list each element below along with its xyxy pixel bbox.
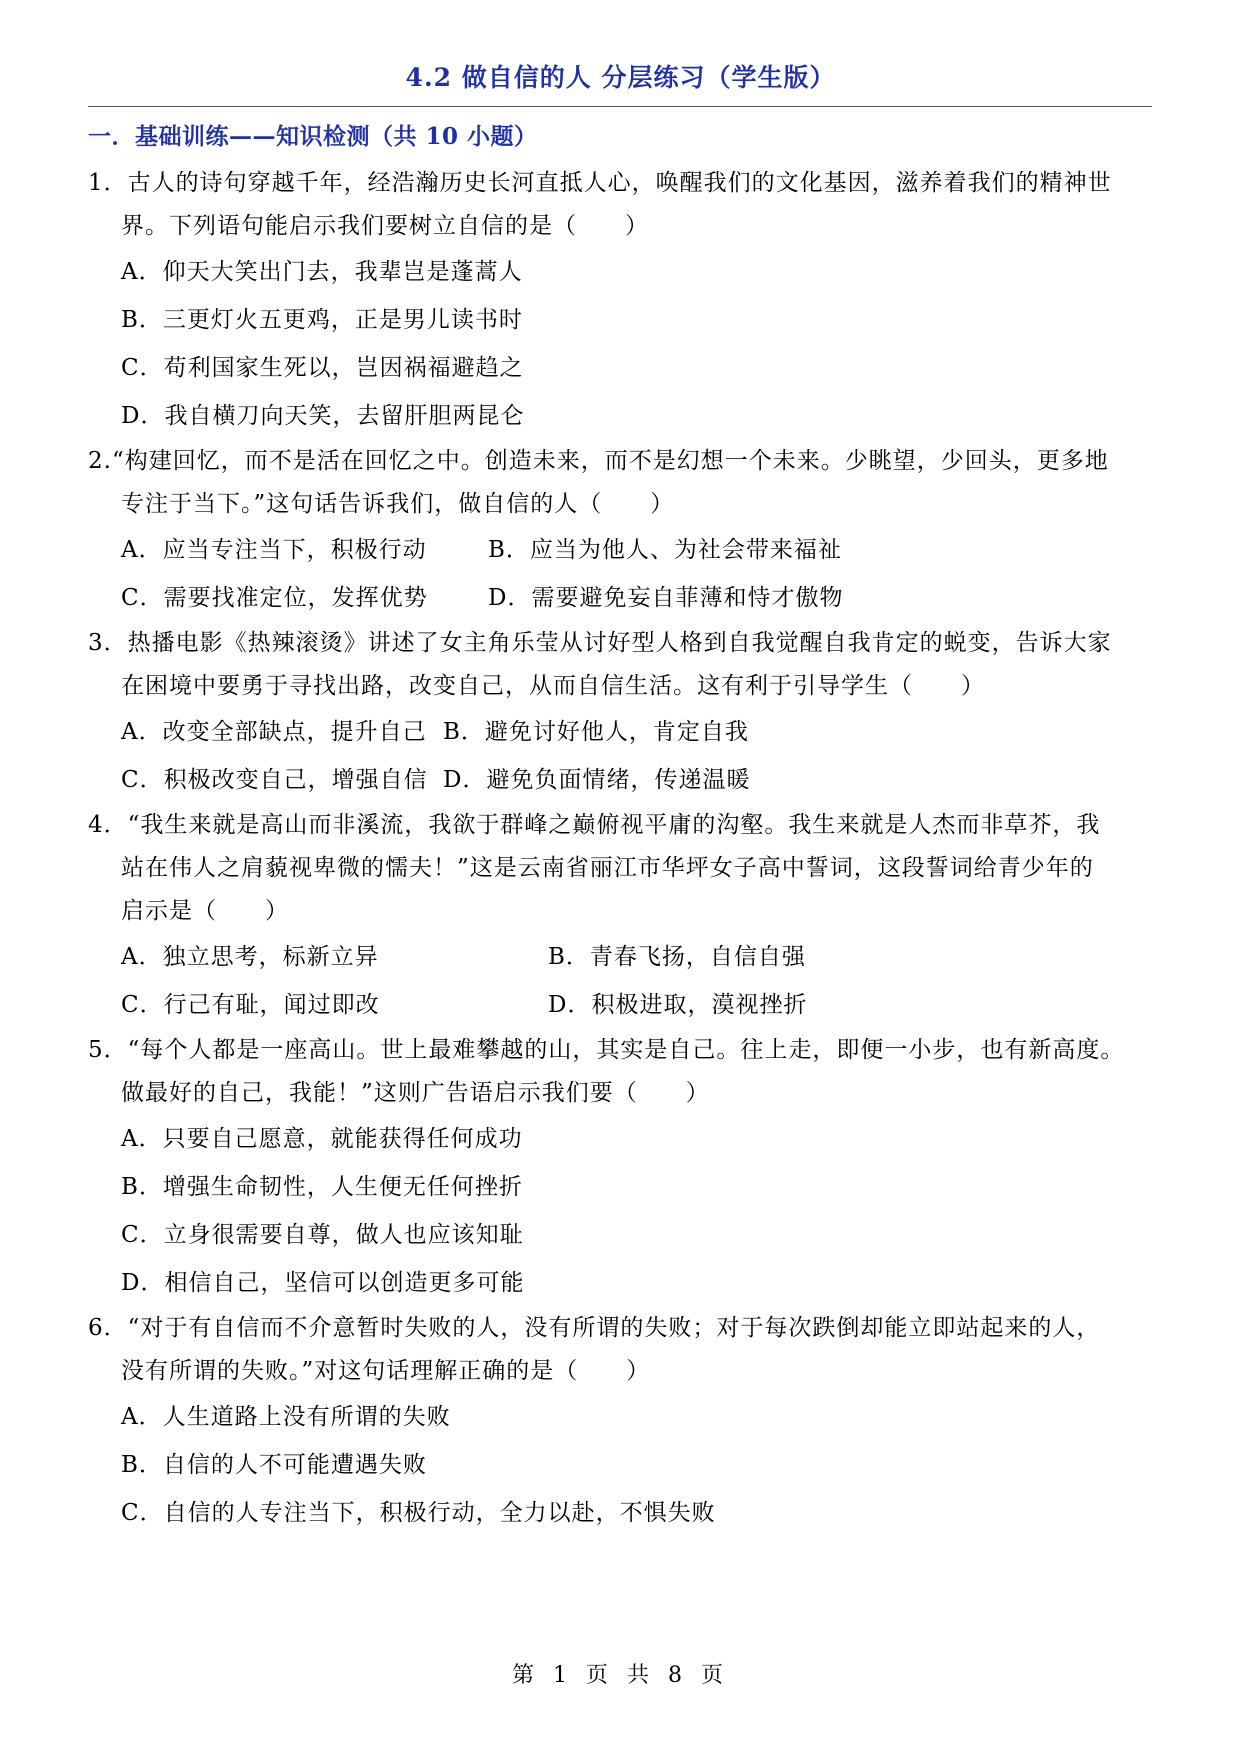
option-c: C．需要找准定位，发挥优势: [121, 585, 428, 611]
question-3: [88, 622, 1152, 804]
question-stem-line: 没有所谓的失败。”对这句话理解正确的是（ ）: [121, 1358, 651, 1384]
title-divider: [88, 106, 1152, 107]
question-stem-line: 站在伟人之肩藐视卑微的懦夫！”这是云南省丽江市华坪女子高中誓词，这段誓词给青少年的: [121, 855, 1094, 881]
page-title: 4.2 做自信的人 分层练习（学生版）: [405, 63, 836, 92]
option-a: A．应当专注当下，积极行动: [121, 537, 427, 563]
question-stem-line: 6．“对于有自信而不介意暂时失败的人，没有所谓的失败；对于每次跌倒却能立即站起来的人，: [88, 1315, 1101, 1341]
option-b: B．增强生命韧性，人生便无任何挫折: [121, 1174, 523, 1200]
question-4: [88, 804, 1152, 1029]
option-a: A．仰天大笑出门去，我辈岂是蓬蒿人: [121, 259, 523, 285]
question-list: [88, 162, 1152, 1537]
question-stem-line: 专注于当下。”这句话告诉我们，做自信的人（ ）: [121, 491, 675, 517]
question-5: [88, 1029, 1152, 1307]
question-stem-line: 界。下列语句能启示我们要树立自信的是（ ）: [121, 213, 649, 239]
option-row: [88, 708, 1152, 756]
section-heading: 一．基础训练——知识检测（共 10 小题）: [88, 123, 538, 150]
option-d: D．相信自己，坚信可以创造更多可能: [121, 1270, 525, 1296]
option-a: A．改变全部缺点，提升自己: [121, 719, 427, 745]
question-6: [88, 1307, 1152, 1537]
option-b: B．青春飞扬，自信自强: [548, 944, 806, 970]
question-stem-line: 5．“每个人都是一座高山。世上最难攀越的山，其实是自己。往上走，即便一小步，也有新高度。: [88, 1037, 1125, 1063]
option-d: D．积极进取，漠视挫折: [548, 992, 808, 1018]
option-row: [88, 933, 1152, 981]
option-c: C．苟利国家生死以，岂因祸福避趋之: [121, 355, 524, 381]
option-b: B．三更灯火五更鸡，正是男儿读书时: [121, 307, 523, 333]
option-d: D．避免负面情绪，传递温暖: [443, 767, 751, 793]
question-stem-line: 3．热播电影《热辣滚烫》讲述了女主角乐莹从讨好型人格到自我觉醒自我肯定的蜕变，告诉大家: [88, 630, 1112, 656]
question-stem-line: 在困境中要勇于寻找出路，改变自己，从而自信生活。这有利于引导学生（ ）: [121, 673, 985, 699]
option-a: A．人生道路上没有所谓的失败: [121, 1404, 451, 1430]
question-stem-line: 启示是（ ）: [121, 898, 289, 924]
question-stem-line: 2.“构建回忆，而不是活在回忆之中。创造未来，而不是幻想一个未来。少眺望，少回头，更多地: [88, 448, 1109, 474]
option-c: C．积极改变自己，增强自信: [121, 767, 428, 793]
option-a: A．只要自己愿意，就能获得任何成功: [121, 1126, 523, 1152]
option-d: D．需要避免妄自菲薄和恃才傲物: [488, 585, 844, 611]
option-c: C．自信的人专注当下，积极行动，全力以赴，不惧失败: [121, 1500, 716, 1526]
option-b: B．避免讨好他人，肯定自我: [443, 719, 749, 745]
option-a: A．独立思考，标新立异: [121, 944, 379, 970]
question-stem-line: 4．“我生来就是高山而非溪流，我欲于群峰之巅俯视平庸的沟壑。我生来就是人杰而非草芥，我: [88, 812, 1101, 838]
question-1: [88, 162, 1152, 440]
option-row: [88, 756, 1152, 804]
option-c: C．立身很需要自尊，做人也应该知耻: [121, 1222, 524, 1248]
option-d: D．我自横刀向天笑，去留肝胆两昆仑: [121, 403, 525, 429]
option-row: [88, 981, 1152, 1029]
option-b: B．应当为他人、为社会带来福祉: [488, 537, 842, 563]
question-stem-line: 做最好的自己，我能！”这则广告语启示我们要（ ）: [121, 1080, 710, 1106]
option-row: [88, 574, 1152, 622]
option-row: [88, 526, 1152, 574]
page-footer: 第 1 页 共 8 页: [512, 1663, 729, 1688]
option-b: B．自信的人不可能遭遇失败: [121, 1452, 427, 1478]
question-2: [88, 440, 1152, 622]
question-stem-line: 1．古人的诗句穿越千年，经浩瀚历史长河直抵人心，唤醒我们的文化基因，滋养着我们的精神世: [88, 170, 1112, 196]
option-c: C．行己有耻，闻过即改: [121, 992, 380, 1018]
